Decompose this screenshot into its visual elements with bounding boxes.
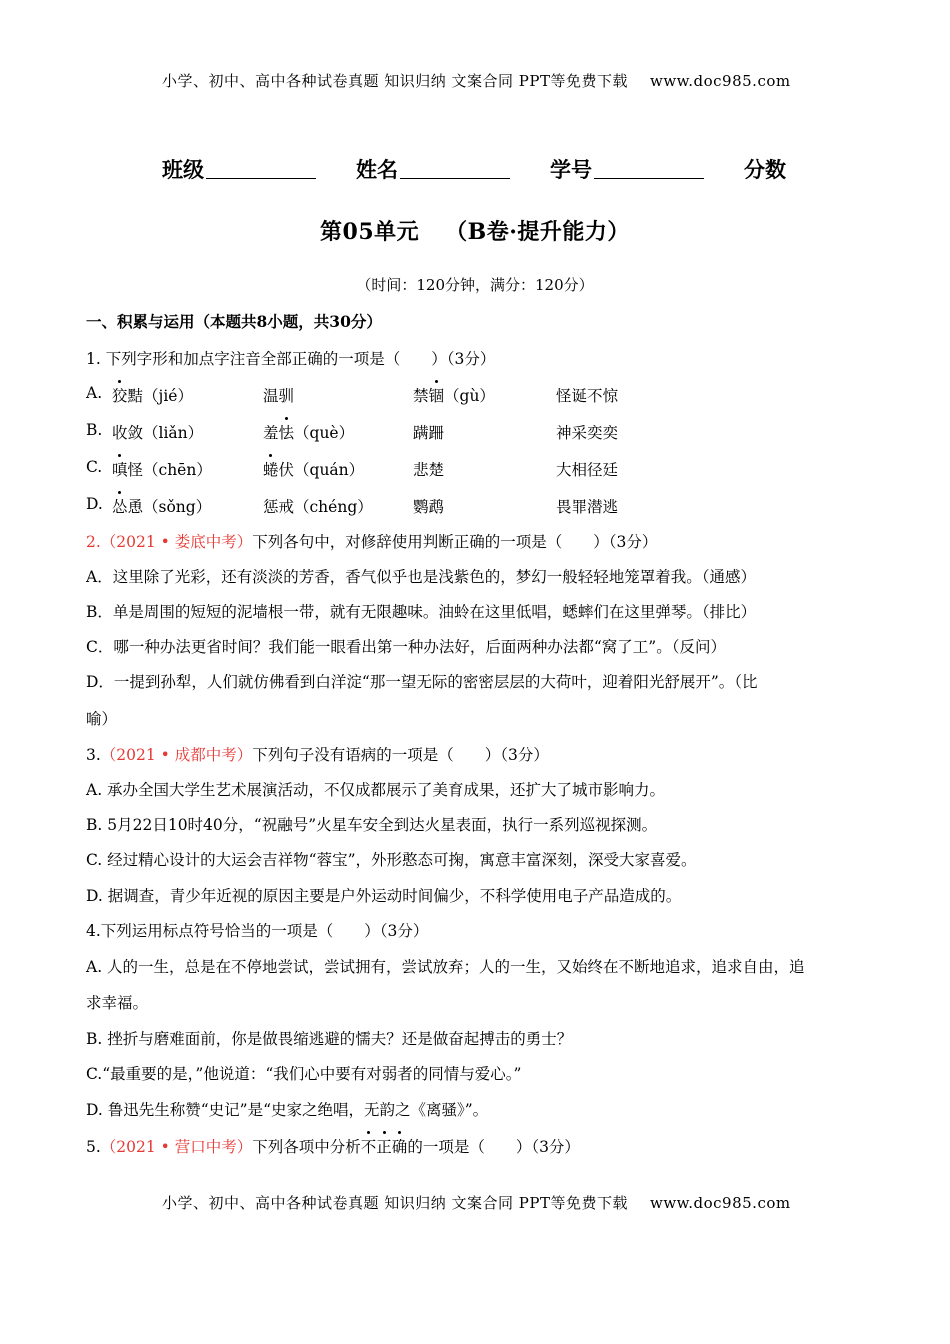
footer-banner-text: 小学、初中、高中各种试卷真题 知识归纳 文案合同 PPT等免费下载 bbox=[162, 1194, 628, 1212]
name-blank bbox=[400, 177, 510, 179]
q2-number: 2. bbox=[86, 533, 101, 551]
class-blank bbox=[206, 177, 316, 179]
score-label: 分数 bbox=[744, 157, 786, 182]
q2-option-c: C．哪一种办法更省时间？我们能一眼看出第一种办法好，后面两种办法都“窝了工”。（反问） bbox=[86, 638, 726, 656]
q1-a-c4: 怪诞不惊 bbox=[556, 387, 619, 405]
q1-d-c3: 鹦鹉 bbox=[413, 498, 445, 516]
q3-stem bbox=[86, 743, 549, 765]
header-banner bbox=[162, 70, 791, 91]
q1-b-c2 bbox=[263, 421, 354, 443]
q1-a-c1 bbox=[112, 384, 193, 406]
emphasis-char: 怯 bbox=[279, 421, 295, 443]
q4-stem: 4.下列运用标点符号恰当的一项是（ ）（3分） bbox=[86, 922, 429, 940]
emphasis-char: 怂 bbox=[112, 495, 128, 517]
header-banner-text: 小学、初中、高中各种试卷真题 知识归纳 文案合同 PPT等免费下载 bbox=[162, 72, 628, 90]
student-info-row bbox=[162, 154, 826, 184]
footer-site-link[interactable]: www.doc985.com bbox=[650, 1194, 791, 1212]
q2-stem bbox=[86, 530, 657, 552]
q1-c-c4: 大相径廷 bbox=[556, 461, 619, 479]
emphasis-char: 狡 bbox=[112, 384, 128, 406]
q1-a-c1-rest: 黠（jié） bbox=[127, 387, 193, 405]
class-label: 班级 bbox=[162, 157, 204, 182]
q1-d-c1-rest: 恿（sǒng） bbox=[127, 498, 212, 516]
q1-c-c2-rest: 伏（quán） bbox=[278, 461, 365, 479]
q2-option-b: B．单是周围的短短的泥墙根一带，就有无限趣味。油蛉在这里低唱，蟋蟀们在这里弹琴。（排比） bbox=[86, 603, 757, 621]
title-unit: 第05单元 bbox=[320, 219, 420, 245]
emphasis-char: 不 bbox=[361, 1135, 377, 1157]
footer-banner bbox=[162, 1192, 791, 1213]
id-label: 学号 bbox=[550, 157, 592, 182]
emphasis-char: 正 bbox=[376, 1135, 392, 1157]
q3-option-a: A. 承办全国大学生艺术展演活动，不仅成都展示了美育成果，还扩大了城市影响力。 bbox=[86, 781, 666, 799]
q1-a-label: A. bbox=[86, 384, 103, 402]
q4-option-a-cont: 求幸福。 bbox=[86, 994, 149, 1012]
q3-stem-text: 下列句子没有语病的一项是（ ）（3分） bbox=[252, 746, 549, 764]
q5-stem bbox=[86, 1135, 580, 1157]
q4-option-a: A. 人的一生，总是在不停地尝试，尝试拥有，尝试放弃；人的一生，又始终在不断地追求，追求自由，追 bbox=[86, 958, 805, 976]
q1-c-c3: 悲楚 bbox=[413, 461, 445, 479]
class-field bbox=[162, 154, 316, 184]
q2-stem-text: 下列各句中，对修辞使用判断正确的一项是（ ）（3分） bbox=[252, 533, 658, 551]
q1-c-label: C. bbox=[86, 458, 103, 476]
q1-d-c4: 畏罪潜逃 bbox=[556, 498, 619, 516]
q1-b-label: B. bbox=[86, 421, 103, 439]
q3-option-b: B. 5月22日10时40分，“祝融号”火星车安全到达火星表面，执行一系列巡视探测。 bbox=[86, 816, 658, 834]
q4-option-c: C.“最重要的是，”他说道：“我们心中要有对弱者的同情与爱心。” bbox=[86, 1065, 522, 1083]
q1-d-c1 bbox=[112, 495, 211, 517]
q1-b-c2-pre: 羞 bbox=[263, 424, 279, 442]
q1-c-c1-rest: 怪（chēn） bbox=[127, 461, 212, 479]
q3-option-d: D. 据调查，青少年近视的原因主要是户外运动时间偏少，不科学使用电子产品造成的。 bbox=[86, 887, 682, 905]
emphasis-char: 锢 bbox=[429, 384, 445, 406]
time-note: （时间：120分钟，满分：120分） bbox=[356, 276, 594, 294]
q1-a-c3-pre: 禁 bbox=[413, 387, 429, 405]
emphasis-char: 蜷 bbox=[263, 458, 279, 480]
section-heading: 一、积累与运用（本题共8小题，共30分） bbox=[86, 312, 382, 331]
q2-source: （2021 • 娄底中考） bbox=[100, 533, 253, 551]
emphasis-char: 嗔 bbox=[112, 458, 128, 480]
q2-option-d: D．一提到孙犁，人们就仿佛看到白洋淀“那一望无际的密密层层的大荷叶，迎着阳光舒展开”。（比 bbox=[86, 673, 758, 691]
q1-stem: 1. 下列字形和加点字注音全部正确的一项是（ ）（3分） bbox=[86, 350, 496, 368]
q1-d-c2: 惩戒（chéng） bbox=[263, 498, 373, 516]
q5-number: 5. bbox=[86, 1138, 101, 1156]
q1-a-c3 bbox=[413, 384, 495, 406]
q1-a-c2: 温驯 bbox=[263, 387, 295, 405]
q2-option-a: A．这里除了光彩，还有淡淡的芳香，香气似乎也是浅紫色的，梦幻一般轻轻地笼罩着我。（通感） bbox=[86, 568, 756, 586]
q1-c-c1 bbox=[112, 458, 212, 480]
q5-stem-post: 的一项是（ ）（3分） bbox=[407, 1138, 580, 1156]
score-field bbox=[744, 154, 786, 184]
emphasis-char: 确 bbox=[392, 1135, 408, 1157]
name-field bbox=[356, 154, 510, 184]
q1-b-c2-rest: （què） bbox=[294, 424, 355, 442]
title-sub: （B卷·提升能力） bbox=[445, 219, 630, 245]
q4-option-b: B. 挫折与磨难面前，你是做畏缩逃避的懦夫？还是做奋起搏击的勇士？ bbox=[86, 1030, 573, 1048]
page-title bbox=[0, 215, 950, 246]
id-field bbox=[550, 154, 704, 184]
id-blank bbox=[594, 177, 704, 179]
q2-option-d-cont: 喻） bbox=[86, 710, 118, 728]
q1-b-c1: 收敛（liǎn） bbox=[112, 424, 204, 442]
q1-a-c3-rest: （gù） bbox=[444, 387, 495, 405]
q1-b-c4: 神采奕奕 bbox=[556, 424, 619, 442]
q1-c-c2 bbox=[263, 458, 364, 480]
q4-option-d: D. 鲁迅先生称赞“史记”是“史家之绝唱，无韵之《离骚》”。 bbox=[86, 1101, 489, 1119]
q1-d-label: D. bbox=[86, 495, 103, 513]
q5-source: （2021 • 营口中考） bbox=[100, 1138, 253, 1156]
q3-source: （2021 • 成都中考） bbox=[100, 746, 253, 764]
q3-option-c: C. 经过精心设计的大运会吉祥物“蓉宝”，外形憨态可掬，寓意丰富深刻，深受大家喜爱。 bbox=[86, 851, 697, 869]
q5-stem-pre: 下列各项中分析 bbox=[252, 1138, 361, 1156]
header-site-link[interactable]: www.doc985.com bbox=[650, 72, 791, 90]
name-label: 姓名 bbox=[356, 157, 398, 182]
q1-b-c3: 蹒跚 bbox=[413, 424, 445, 442]
q3-number: 3. bbox=[86, 746, 101, 764]
